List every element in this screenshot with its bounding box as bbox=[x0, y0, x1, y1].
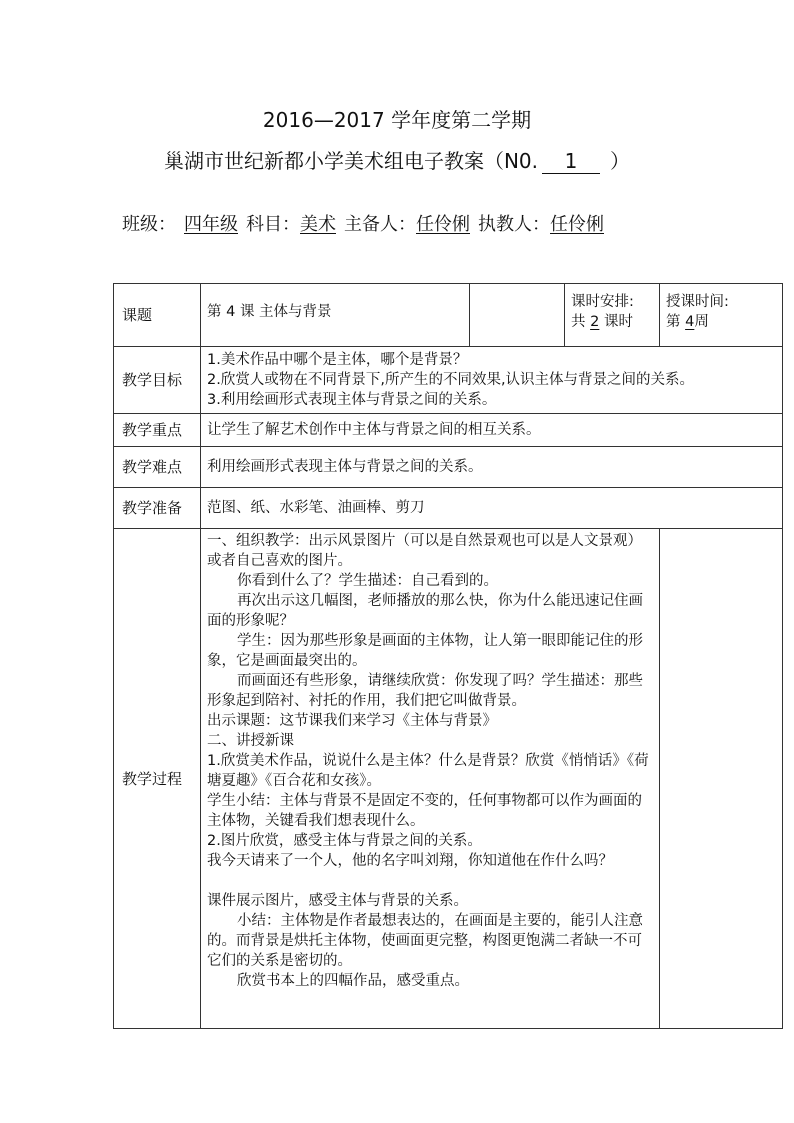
process-paragraph: 课件展示图片，感受主体与背景的关系。 bbox=[207, 893, 468, 909]
teacher-label: 执教人： bbox=[478, 214, 550, 235]
difficulty-value: 利用绘画形式表现主体与背景之间的关系。 bbox=[201, 447, 783, 488]
class-label: 班级： bbox=[122, 214, 176, 235]
process-paragraph: 而画面还有些形象，请继续欣赏：你发现了吗？学生描述：那些形象起到陪衬、衬托的作用，我们把它叫做背景。 bbox=[207, 673, 643, 709]
goal-item: 2.欣赏人或物在不同背景下,所产生的不同效果,认识主体与背景之间的关系。 bbox=[207, 372, 695, 388]
process-label: 教学过程 bbox=[114, 529, 201, 1029]
process-paragraph: 一、组织教学：出示风景图片（可以是自然景观也可以是人文景观）或者自己喜欢的图片。 bbox=[207, 533, 642, 569]
close-paren: ） bbox=[610, 149, 631, 173]
process-row bbox=[114, 529, 783, 1029]
key-label: 教学重点 bbox=[114, 414, 201, 447]
time-label: 授课时间: bbox=[666, 294, 729, 310]
process-paragraph: 学生：因为那些形象是画面的主体物，让人第一眼即能记住的形象，它是画面最突出的。 bbox=[207, 633, 643, 669]
prep-row bbox=[114, 488, 783, 529]
process-paragraph: 2.图片欣赏，感受主体与背景之间的关系。 bbox=[207, 833, 482, 849]
preparer-value: 任伶俐 bbox=[416, 214, 470, 235]
info-line bbox=[122, 210, 604, 236]
goals-label: 教学目标 bbox=[114, 347, 201, 414]
key-value: 让学生了解艺术创作中主体与背景之间的相互关系。 bbox=[201, 414, 783, 447]
notes-cell bbox=[660, 529, 783, 1029]
process-paragraph: 学生小结：主体与背景不是固定不变的，任何事物都可以作为画面的主体物，关键看我们想表现什么。 bbox=[207, 793, 642, 829]
process-paragraph: 你看到什么了？学生描述：自己看到的。 bbox=[237, 573, 498, 589]
preparer-label: 主备人： bbox=[344, 214, 416, 235]
prep-value: 范图、纸、水彩笔、油画棒、剪刀 bbox=[201, 488, 783, 529]
subject-value: 美术 bbox=[300, 214, 336, 235]
goals-value bbox=[201, 347, 783, 414]
prep-label: 教学准备 bbox=[114, 488, 201, 529]
goal-item: 3.利用绘画形式表现主体与背景之间的关系。 bbox=[207, 392, 497, 408]
process-paragraph: 出示课题：这节课我们来学习《主体与背景》 bbox=[207, 713, 497, 729]
goal-item: 1.美术作品中哪个是主体，哪个是背景？ bbox=[207, 352, 468, 368]
schedule-value: 共 2 课时 bbox=[571, 314, 633, 330]
empty-cell bbox=[470, 284, 565, 347]
lesson-number: 1 bbox=[542, 149, 600, 174]
time-cell bbox=[660, 284, 783, 347]
process-paragraph: 我今天请来了一个人，他的名字叫刘翔，你知道他在作什么吗？ bbox=[207, 853, 613, 869]
schedule-cell bbox=[565, 284, 660, 347]
school-title: 巢湖市世纪新都小学美术组电子教案（N0. bbox=[163, 149, 539, 173]
subject-label: 科目： bbox=[246, 214, 300, 235]
teacher-value: 任伶俐 bbox=[550, 214, 604, 235]
process-content bbox=[201, 529, 660, 1029]
difficulty-row bbox=[114, 447, 783, 488]
time-value: 第 4周 bbox=[666, 314, 709, 330]
term-title: 2016—2017 学年度第二学期 bbox=[262, 108, 532, 132]
topic-label: 课题 bbox=[114, 284, 201, 347]
topic-row bbox=[114, 284, 783, 347]
difficulty-label: 教学难点 bbox=[114, 447, 201, 488]
process-paragraph: 二、讲授新课 bbox=[207, 733, 294, 749]
key-row bbox=[114, 414, 783, 447]
lesson-plan-table bbox=[113, 283, 783, 1029]
process-paragraph: 再次出示这几幅图，老师播放的那么快，你为什么能迅速记住画面的形象呢？ bbox=[207, 593, 643, 629]
process-paragraph: 小结：主体物是作者最想表达的，在画面是主要的，能引人注意的。而背景是烘托主体物，使画面更完整，构图更饱满二者缺一不可它们的关系是密切的。 bbox=[207, 913, 643, 969]
lesson-plan-title bbox=[0, 145, 794, 174]
schedule-label: 课时安排: bbox=[571, 294, 634, 310]
process-paragraph: 1.欣赏美术作品，说说什么是主体？什么是背景？欣赏《悄悄话》《荷塘夏趣》《百合花和女孩》。 bbox=[207, 753, 649, 789]
process-paragraph: 欣赏书本上的四幅作品，感受重点。 bbox=[237, 973, 469, 989]
topic-value: 第 4 课 主体与背景 bbox=[201, 284, 470, 347]
goals-row bbox=[114, 347, 783, 414]
class-value: 四年级 bbox=[184, 214, 238, 235]
